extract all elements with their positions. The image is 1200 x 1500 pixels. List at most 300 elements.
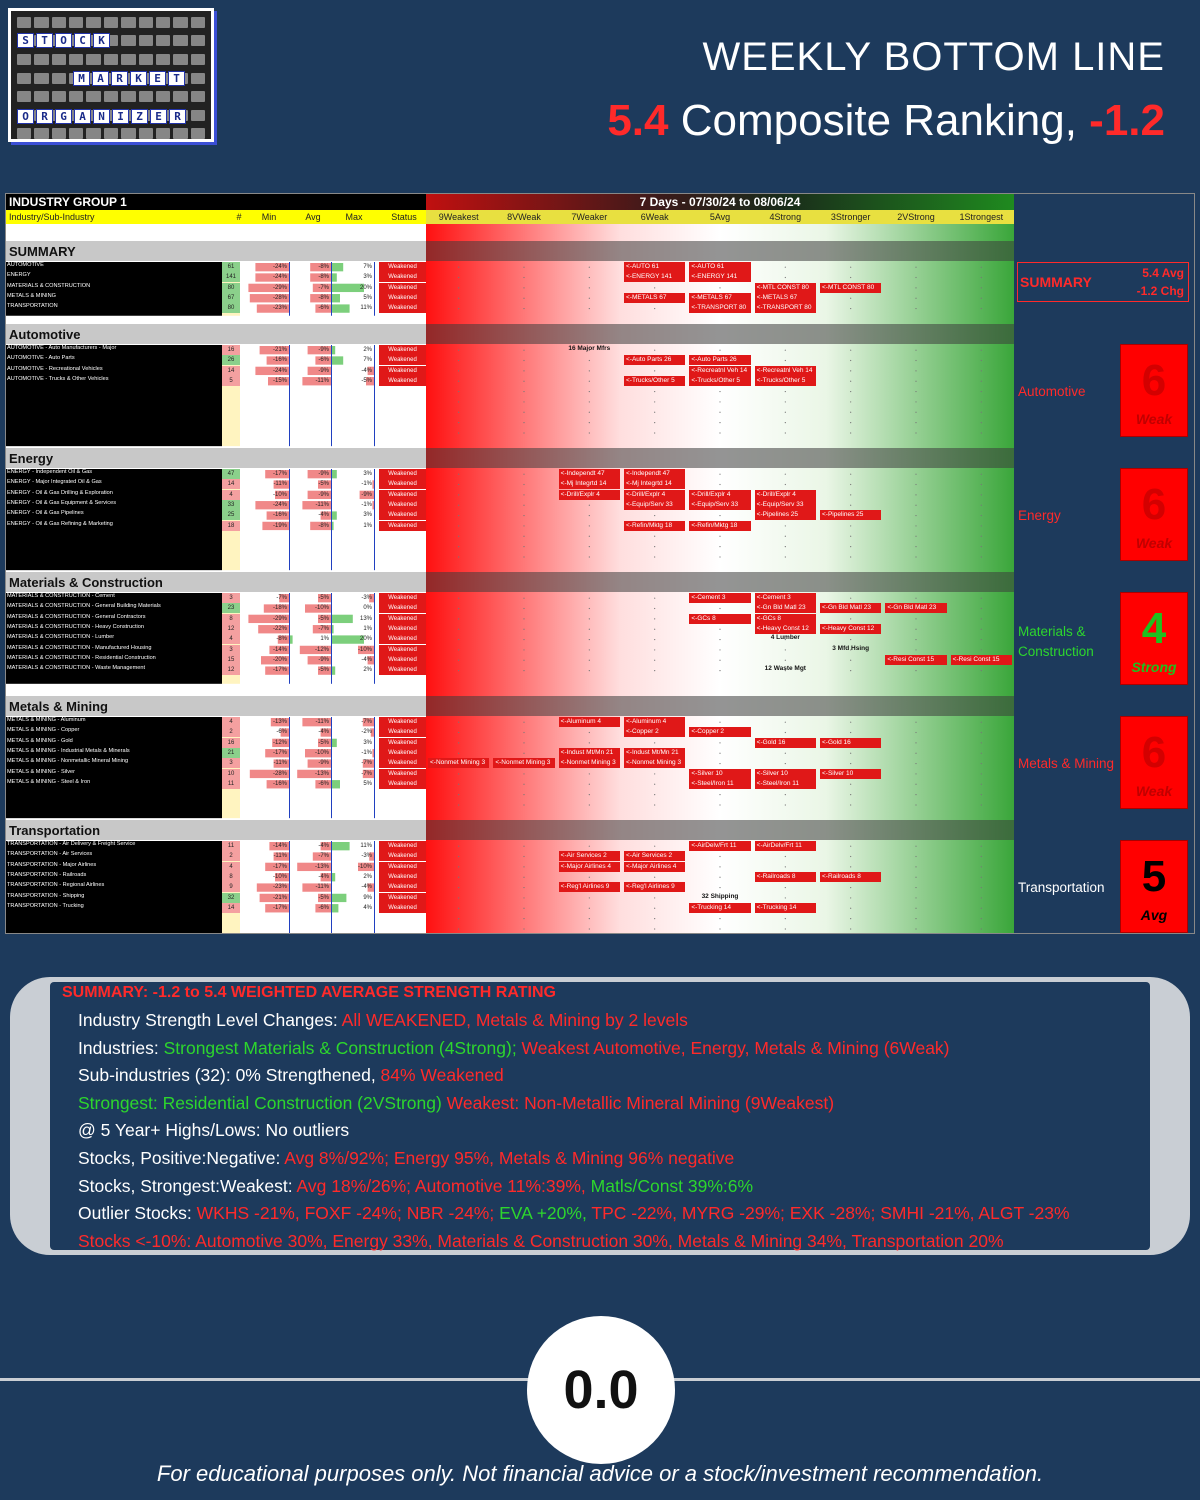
max-value: -4% [361,657,372,664]
avg-value: -5% [318,739,329,746]
max-status-divider [374,345,375,446]
grid-dot [654,639,655,640]
avg-value: -6% [318,905,329,912]
grid-dot [719,484,720,485]
status-badge: Weakened [379,665,426,675]
level-header: 9Weakest [438,212,479,222]
grid-dot [850,928,851,929]
summary-segment: Stocks <-10%: Automotive 30%, Energy 33%, Materials & Construction 30%, Metals & Mining 34%, Transportation 20% [78,1230,1004,1251]
summary-line [78,1120,349,1141]
logo-word-row [17,33,110,48]
grid-dot [785,732,786,733]
grid-dot [850,432,851,433]
status-badge: Weakened [379,634,426,644]
grid-dot [523,908,524,909]
strength-marker: <-Trucks/Other 5 [689,376,750,386]
max-value: -10% [357,646,372,653]
grid-dot [981,474,982,475]
grid-dot [981,918,982,919]
group-strength-word: Weak [1135,783,1173,799]
grid-dot [785,556,786,557]
grid-dot [850,598,851,599]
sub-industry-label: AUTOMOTIVE [7,262,44,268]
grid-dot [523,618,524,619]
grid-dot [458,846,459,847]
summary-segment: Weakest: Non-Metallic Mineral Mining (9Weakest) [446,1092,835,1113]
summary-line [78,1093,834,1114]
strength-marker: <-Major Airlines 4 [559,862,620,872]
sub-industry-label: TRANSPORTATION [7,303,58,310]
grid-dot [915,773,916,774]
min-value: -13% [272,719,287,725]
strength-marker: <-Drill/Explr 4 [559,490,620,500]
grid-dot [785,887,786,888]
min-value: -15% [272,378,287,385]
sub-industry-label: AUTOMOTIVE - Auto Manufacturers - Major [7,345,117,351]
grid-dot [915,639,916,640]
grid-dot [654,391,655,392]
sub-industry-label: ENERGY - Oil & Gas Equipment & Services [7,500,117,507]
grid-dot [523,474,524,475]
status-badge: Weakened [379,758,426,768]
grid-dot [523,598,524,599]
grid-dot [523,556,524,557]
grid-dot [785,391,786,392]
grid-dot [850,753,851,754]
grid-dot [654,784,655,785]
strength-marker: <-METALS 67 [689,293,750,303]
count-cell: 8 [222,872,240,882]
grid-dot [458,370,459,371]
grid-dot [785,660,786,661]
grid-dot [785,856,786,857]
grid-dot [981,670,982,671]
strength-marker: 32 Shipping [701,892,739,900]
grid-dot [785,794,786,795]
grid-dot [850,350,851,351]
section-header-band-shade [426,696,1014,716]
count-cell: 67 [222,293,240,303]
grid-dot [589,381,590,382]
grid-dot [915,298,916,299]
avg-value: -4% [318,874,329,881]
grid-dot [654,546,655,547]
grid-dot [981,381,982,382]
grid-dot [523,794,524,795]
grid-dot [850,391,851,392]
count-cell: 12 [222,624,240,634]
status-badge: Weakened [379,303,426,313]
avg-value: -9% [318,471,329,477]
summary-segment: No outliers [265,1120,350,1141]
grid-dot [589,298,590,299]
grid-dot [785,649,786,650]
right-panel-background [1014,194,1195,934]
grid-dot [654,308,655,309]
sub-industry-label: TRANSPORTATION - Railroads [7,872,87,879]
count-cell: 3 [222,593,240,603]
grid-dot [458,391,459,392]
grid-dot [458,515,459,516]
min-value: -18% [272,605,287,612]
grid-dot [589,908,590,909]
max-status-divider [374,841,375,934]
grid-dot [915,846,916,847]
avg-value: -7% [318,853,329,860]
grid-dot [654,897,655,898]
logo-word-row [17,109,186,124]
avg-value: -6% [318,305,329,312]
sub-industry-label: MATERIALS & CONSTRUCTION - Cement [7,593,115,599]
grid-dot [915,432,916,433]
summary-segment: Sub-industries (32): [78,1065,236,1086]
grid-dot [523,525,524,526]
grid-dot [654,742,655,743]
max-value: -1% [361,481,372,488]
max-value: -7% [361,770,372,777]
grid-dot [850,370,851,371]
grid-dot [523,732,524,733]
strength-marker: <-MTL CONST 80 [820,283,881,293]
grid-dot [915,474,916,475]
grid-dot [589,505,590,506]
avg-value: -7% [318,284,329,291]
min-value: -17% [272,750,287,757]
sub-industry-label: ENERGY [7,272,31,279]
sub-industry-label: TRANSPORTATION - Shipping [7,892,85,899]
max-value: 5% [363,781,372,788]
grid-dot [915,649,916,650]
strength-marker: <-ENERGY 141 [689,272,750,282]
strength-marker: <-Independt 47 [559,469,620,479]
group-name: Materials & Construction [1018,624,1094,659]
grid-dot [523,866,524,867]
grid-dot [719,722,720,723]
max-value: -7% [361,760,372,767]
grid-dot [523,856,524,857]
grid-dot [589,629,590,630]
status-badge: Weakened [379,738,426,748]
grid-dot [589,660,590,661]
grid-dot [458,722,459,723]
grid-dot [981,505,982,506]
grid-dot [719,877,720,878]
strength-marker: <-AUTO 61 [689,262,750,272]
count-cell: 21 [222,748,240,758]
grid-dot [981,350,982,351]
strength-marker: <-Equip/Serv 33 [755,500,816,510]
grid-dot [785,422,786,423]
grid-dot [589,928,590,929]
grid-dot [654,350,655,351]
grid-dot [523,287,524,288]
grid-dot [458,298,459,299]
max-value: 2% [363,347,372,353]
strength-marker: <-Trucking 14 [689,903,750,913]
count-cell: 4 [222,717,240,727]
status-badge: Weakened [379,851,426,861]
group-score-box [1120,592,1188,685]
strength-marker: <-Equip/Serv 33 [689,500,750,510]
group-title: INDUSTRY GROUP 1 [9,195,127,209]
max-value: -1% [361,502,372,509]
grid-dot [654,422,655,423]
logo-letter: E [149,71,166,86]
strength-marker: <-Refin/Mktg 18 [624,521,685,531]
sub-industry-label: ENERGY - Independent Oil & Gas [7,469,93,475]
grid-dot [523,722,524,723]
status-badge: Weakened [379,510,426,520]
avg-value: -9% [318,760,329,767]
count-cell: 3 [222,645,240,655]
count-cell: 23 [222,603,240,613]
sub-industry-label: AUTOMOTIVE - Recreational Vehicles [7,365,103,372]
column-header: Max [345,212,363,222]
grid-dot [523,360,524,361]
group-strength-word: Avg [1140,907,1168,923]
avg-value: -11% [315,502,329,509]
grid-dot [458,618,459,619]
strength-marker: <-Pipelines 25 [755,510,816,520]
count-cell: 32 [222,893,240,903]
grid-dot [981,422,982,423]
section-header: Transportation [9,823,101,838]
grid-dot [654,608,655,609]
grid-dot [523,546,524,547]
grid-dot [915,494,916,495]
grid-dot [981,794,982,795]
grid-dot [915,732,916,733]
sub-industry-label: METALS & MINING - Copper [7,727,80,734]
grid-dot [981,877,982,878]
grid-dot [915,918,916,919]
grid-dot [850,484,851,485]
status-badge: Weakened [379,272,426,282]
count-cell: 5 [222,376,240,386]
grid-dot [785,525,786,526]
strength-marker: <-Nonmet Mining 3 [559,758,620,768]
avg-value: -11% [315,719,329,725]
grid-dot [458,856,459,857]
section-header: Metals & Mining [9,699,108,714]
avg-value: -10% [314,605,329,612]
grid-dot [654,556,655,557]
group-score-box [1120,840,1188,933]
grid-dot [719,401,720,402]
grid-dot [523,918,524,919]
count-cell: 61 [222,262,240,272]
grid-dot [850,794,851,795]
grid-dot [589,308,590,309]
grid-dot [785,536,786,537]
grid-dot [850,494,851,495]
status-badge: Weakened [379,293,426,303]
status-badge: Weakened [379,262,426,272]
stock-market-organizer-logo [8,8,214,142]
grid-dot [654,908,655,909]
grid-dot [654,794,655,795]
status-badge: Weakened [379,366,426,376]
count-cell: 80 [222,303,240,313]
status-badge: Weakened [379,903,426,913]
summary-indicator [1017,262,1189,302]
logo-background-row [17,54,205,65]
grid-dot [589,598,590,599]
min-value: -21% [272,347,287,353]
min-value: -17% [272,863,287,870]
summary-segment: Weakest Automotive, Energy, Metals & Mining (6Weak) [521,1037,950,1058]
grid-dot [458,639,459,640]
summary-segment: Industries: [78,1037,164,1058]
strength-marker: <-Trucks/Other 5 [624,376,685,386]
grid-dot [523,629,524,630]
group-strength-word: Weak [1135,535,1173,551]
count-cell: 18 [222,521,240,531]
grid-dot [915,670,916,671]
group-strength-word: Strong [1131,659,1177,675]
grid-dot [719,608,720,609]
min-value: -29% [272,615,287,622]
grid-dot [654,401,655,402]
grid-dot [458,670,459,671]
max-value: 11% [360,305,372,312]
grid-dot [785,412,786,413]
count-cell: 2 [222,851,240,861]
grid-dot [850,804,851,805]
summary-line [78,1148,734,1169]
strength-marker: <-TRANSPORT 80 [755,303,816,313]
grid-dot [719,742,720,743]
min-value: -12% [272,739,287,746]
max-status-divider [374,469,375,570]
grid-dot [654,877,655,878]
grid-dot [850,401,851,402]
strength-marker: <-Gn Bld Matl 23 [820,603,881,613]
max-value: 11% [360,843,372,849]
grid-dot [981,773,982,774]
grid-dot [981,598,982,599]
strength-marker: <-Copper 2 [624,727,685,737]
grid-dot [589,370,590,371]
grid-dot [981,722,982,723]
grid-dot [981,556,982,557]
grid-dot [915,866,916,867]
grid-dot [523,846,524,847]
summary-segment: Industry Strength Level Changes: [78,1010,342,1030]
count-cell: 11 [222,841,240,851]
grid-dot [523,515,524,516]
grid-dot [654,618,655,619]
grid-dot [915,484,916,485]
grid-dot [915,546,916,547]
grid-dot [981,412,982,413]
status-badge: Weakened [379,593,426,603]
grid-dot [458,556,459,557]
max-value: -7% [361,719,372,725]
grid-dot [523,381,524,382]
grid-dot [523,753,524,754]
logo-letter: O [55,33,72,48]
max-value: 3% [363,274,372,281]
strength-marker: <-Major Airlines 4 [624,862,685,872]
grid-dot [850,536,851,537]
max-value: 9% [363,894,372,901]
grid-dot [981,732,982,733]
avg-value: -13% [314,770,329,777]
level-header: 5Avg [709,212,731,222]
grid-dot [850,897,851,898]
status-badge: Weakened [379,645,426,655]
min-value: -16% [272,357,287,364]
logo-letter: M [73,71,90,86]
grid-dot [458,794,459,795]
max-value: -1% [361,750,372,757]
grid-dot [850,556,851,557]
min-value: -17% [272,905,287,912]
grid-dot [719,391,720,392]
strength-marker: <-Recreatnl Veh 14 [755,366,816,376]
min-value: -11% [273,853,287,860]
group-name: Transportation [1018,880,1105,895]
strength-marker: <-METALS 67 [624,293,685,303]
grid-dot [523,422,524,423]
grid-dot [589,846,590,847]
grid-dot [523,887,524,888]
grid-dot [981,763,982,764]
status-badge: Weakened [379,345,426,355]
grid-dot [523,877,524,878]
section-header-band [6,448,426,468]
grid-dot [458,277,459,278]
strength-marker: 16 Major Mfrs [568,345,611,352]
sub-industry-label: TRANSPORTATION - Air Services [7,851,93,858]
sub-industry-label: MATERIALS & CONSTRUCTION - General Contractors [7,613,146,620]
summary-segment: Stocks, Strongest:Weakest: [78,1175,297,1196]
grid-dot [719,515,720,516]
logo-letter: Z [131,109,148,124]
grid-dot [719,422,720,423]
grid-dot [915,722,916,723]
max-value: -2% [361,729,372,736]
strength-marker: <-Nonmet Mining 3 [493,758,554,768]
logo-letter: A [92,71,109,86]
bottom-score-circle: 0.0 [527,1316,675,1464]
grid-dot [719,753,720,754]
max-value: -9% [361,491,372,498]
grid-dot [589,804,590,805]
sub-industry-label: MATERIALS & CONSTRUCTION - Heavy Construction [7,624,144,631]
count-cell: 14 [222,479,240,489]
grid-dot [523,277,524,278]
status-badge: Weakened [379,500,426,510]
min-value: -24% [272,264,287,270]
grid-dot [589,412,590,413]
group-score: 6 [1141,480,1167,529]
avg-value: -4% [318,729,329,736]
grid-dot [785,722,786,723]
max-value: 4% [363,905,372,912]
level-header: 7Weaker [571,212,608,222]
max-value: 13% [359,615,372,622]
summary-segment: Avg 18%/26%; Automotive 11%:39%, [296,1175,591,1196]
avg-value: -9% [318,491,329,498]
avg-value: -8% [318,295,329,302]
grid-dot [719,918,720,919]
grid-dot [785,753,786,754]
grid-dot [589,618,590,619]
grid-dot [981,649,982,650]
strength-marker: <-Trucking 14 [755,903,816,913]
